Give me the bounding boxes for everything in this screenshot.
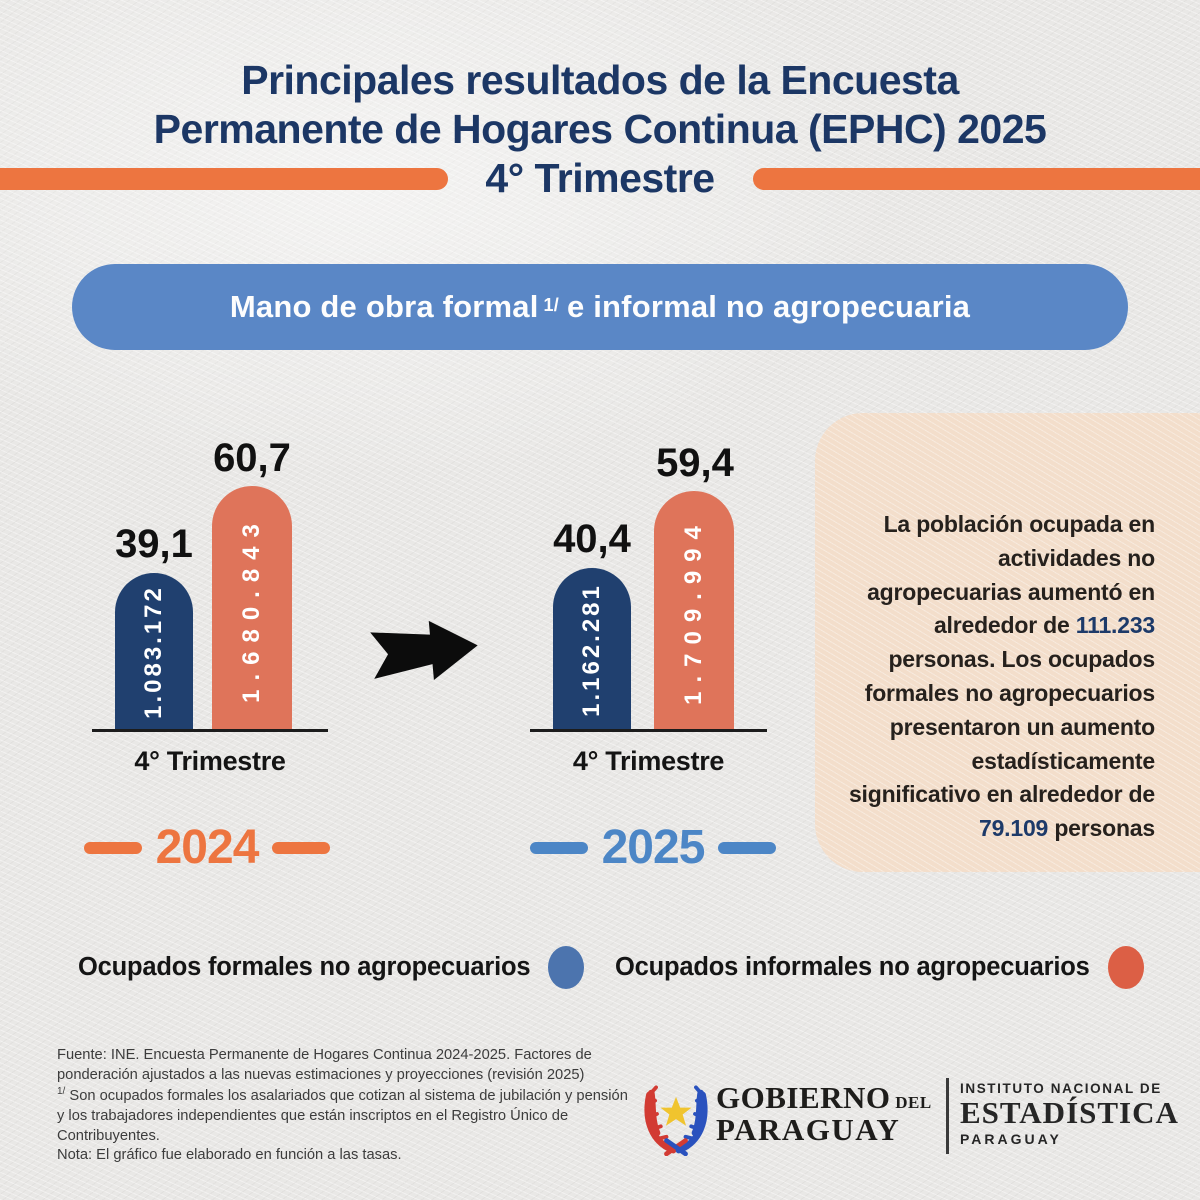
page-title	[0, 56, 1200, 154]
year-dash-right-2025	[718, 842, 776, 854]
paraguay-emblem	[638, 1070, 714, 1161]
ine-line1: INSTITUTO NACIONAL DE	[960, 1081, 1162, 1096]
legend-label-informal: Ocupados informales no agropecuarios	[615, 953, 1090, 981]
ine-logo	[960, 1081, 1179, 1147]
bar-value-informal-2024: 1.680.843	[238, 514, 265, 703]
rate-label-informal-2024: 60,7	[213, 436, 291, 480]
bar-informal-2025	[654, 491, 734, 731]
arrow-2024-to-2025	[372, 620, 478, 687]
legend-dot-formal	[548, 946, 584, 989]
x-label-2025: 4° Trimestre	[572, 746, 725, 776]
year-label-2025	[508, 820, 798, 875]
footnote-text: Son ocupados formales los asalariados que cotizan al sistema de jubilación y pensión y los trabajadores independientes que están inscriptos en el Registro Único de Contribuyentes.	[57, 1088, 628, 1144]
footnote-marker: 1/	[57, 1086, 66, 1098]
ine-line2: ESTADÍSTICA	[960, 1095, 1179, 1130]
callout-number-total-increase: 111.233	[1075, 612, 1155, 639]
axis-2025	[530, 729, 767, 732]
legend-label-formal: Ocupados formales no agropecuarios	[78, 953, 531, 981]
rate-label-formal-2024: 39,1	[115, 522, 193, 566]
banner-text-main: Mano de obra formal	[229, 289, 539, 324]
bar-value-formal-2025: 1.162.281	[578, 582, 605, 717]
bar-informal-2024	[212, 486, 292, 731]
gobierno-word: GOBIERNO	[716, 1080, 891, 1115]
legend-item-informal	[615, 946, 1144, 989]
year-label-2024	[62, 820, 352, 875]
callout-number-formal-increase: 79.109	[978, 815, 1049, 842]
axis-2024	[92, 729, 328, 732]
right-arrow-icon	[370, 617, 481, 685]
rate-label-informal-2025: 59,4	[656, 441, 734, 485]
emblem-star	[660, 1097, 691, 1126]
legend-item-formal	[78, 946, 584, 989]
callout-text-3: personas	[1048, 815, 1155, 842]
nota-grafico: Nota: El gráfico fue elaborado en función a las tasas.	[57, 1147, 402, 1164]
year-text-2025: 2025	[601, 821, 705, 874]
bar-value-informal-2025: 1.709.994	[680, 517, 707, 705]
callout-text-2: personas. Los ocupados formales no agropecuarios presentaron un aumento estadísticamente significativo en alrededor de	[848, 646, 1155, 808]
section-banner	[72, 264, 1128, 350]
banner-text-rest: e informal no agropecuaria	[566, 289, 971, 324]
ine-line3: PARAGUAY	[960, 1130, 1062, 1147]
bar-formal-2025	[553, 568, 631, 731]
source-note: Fuente: INE. Encuesta Permanente de Hogares Continua 2024-2025. Factores de ponderación ajustados a las nuevas estimaciones y proyecciones (revisión 2025)	[57, 1047, 592, 1083]
year-dash-left-2025	[530, 842, 588, 854]
legend-dot-informal	[1108, 946, 1144, 989]
page-title-trimester: 4° Trimestre	[485, 155, 715, 201]
year-dash-left-2024	[84, 842, 142, 854]
logo-divider	[946, 1078, 949, 1154]
callout-text-1: La población ocupada en actividades no agropecuarias aumentó en alrededor de	[867, 511, 1155, 639]
rate-label-formal-2025: 40,4	[553, 517, 631, 561]
highlight-callout	[815, 413, 1200, 872]
footer-notes	[57, 1046, 637, 1166]
gobierno-paraguay-logo	[716, 1082, 932, 1146]
banner-footnote-marker: 1/	[543, 294, 559, 315]
bar-formal-2024	[115, 573, 193, 731]
year-text-2024: 2024	[155, 821, 259, 874]
x-label-2024: 4° Trimestre	[134, 746, 286, 776]
gobierno-del-word: DEL	[890, 1093, 932, 1112]
gobierno-paraguay-word: PARAGUAY	[716, 1112, 901, 1148]
year-dash-right-2024	[272, 842, 330, 854]
page-title-line1: Principales resultados de la Encuesta	[241, 57, 959, 103]
footnote	[57, 1085, 637, 1146]
bar-value-formal-2024: 1.083.172	[140, 585, 167, 719]
page-title-line2: Permanente de Hogares Continua (EPHC) 2025	[153, 106, 1047, 152]
